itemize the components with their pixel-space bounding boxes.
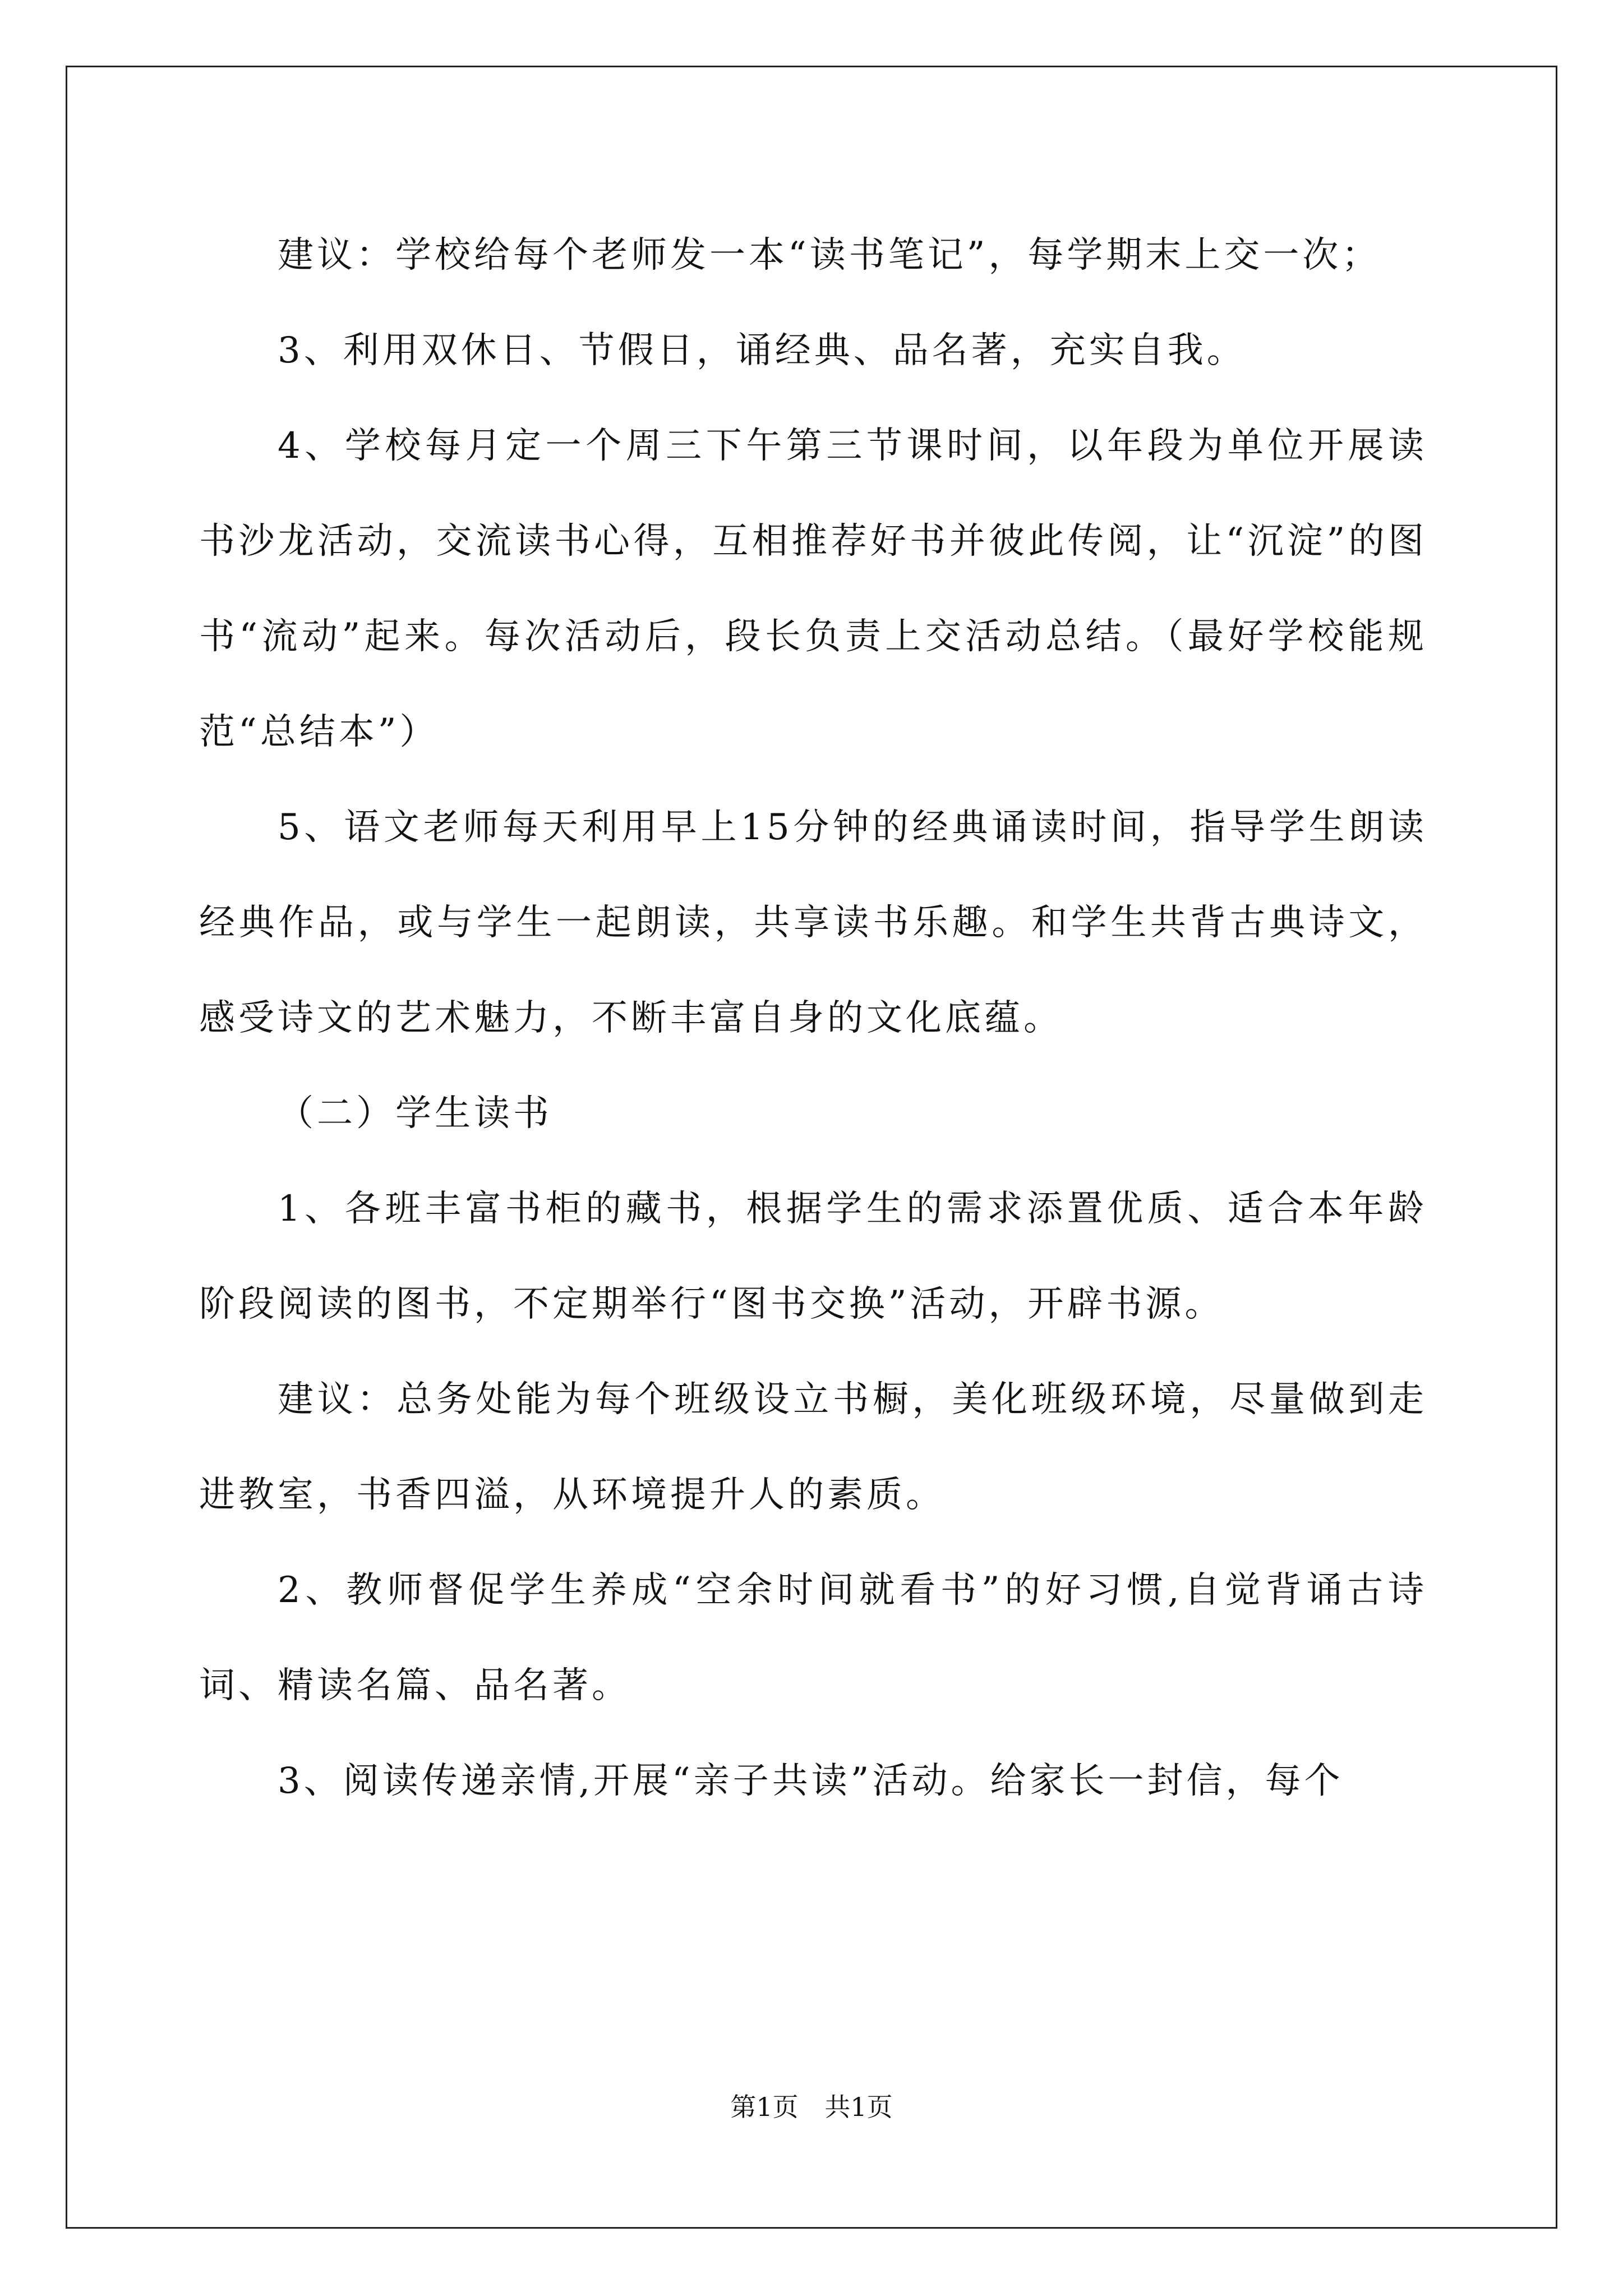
page-footer (0, 2087, 1623, 2124)
paragraph-item-3-weekends: 3、利用双休日、节假日，诵经典、品名著，充实自我。 (278, 330, 1246, 371)
paragraph-item-1-class-bookshelf: 1、各班丰富书柜的藏书，根据学生的需求添置优质、适合本年龄阶段阅读的图书，不定期举行“图书交换”活动，开辟书源。 (199, 1188, 1427, 1325)
paragraph-item-4-reading-salon: 4、学校每月定一个周三下午第三节课时间，以年段为单位开展读书沙龙活动，交流读书心得，互相推荐好书并彼此传阅，让“沉淀”的图书“流动”起来。每次活动后，段长负责上交活动总结。（最好学校能规范“总结本”） (199, 425, 1427, 753)
paragraph-item-2-reading-habit: 2、教师督促学生养成“空余时间就看书”的好习惯,自觉背诵古诗词、精读名篇、品名著。 (199, 1570, 1427, 1706)
document-body (199, 208, 1427, 1829)
section-heading-student-reading: （二）学生读书 (278, 1093, 552, 1134)
page-number: 第1页 (730, 2092, 799, 2122)
paragraph-item-3-parent-child: 3、阅读传递亲情,开展“亲子共读”活动。给家长一封信，每个 (278, 1760, 1344, 1802)
paragraph-suggestion-reading-notes: 建议：学校给每个老师发一本“读书笔记”，每学期末上交一次； (278, 234, 1381, 276)
paragraph-suggestion-bookcase: 建议：总务处能为每个班级设立书橱，美化班级环境，尽量做到走进教室，书香四溢，从环境提升人的素质。 (199, 1379, 1427, 1516)
paragraph-item-5-classic-reading: 5、语文老师每天利用早上15分钟的经典诵读时间，指导学生朗读经典作品，或与学生一起朗读，共享读书乐趣。和学生共背古典诗文，感受诗文的艺术魅力，不断丰富自身的文化底蕴。 (199, 807, 1427, 1039)
page-total: 共1页 (824, 2092, 893, 2122)
